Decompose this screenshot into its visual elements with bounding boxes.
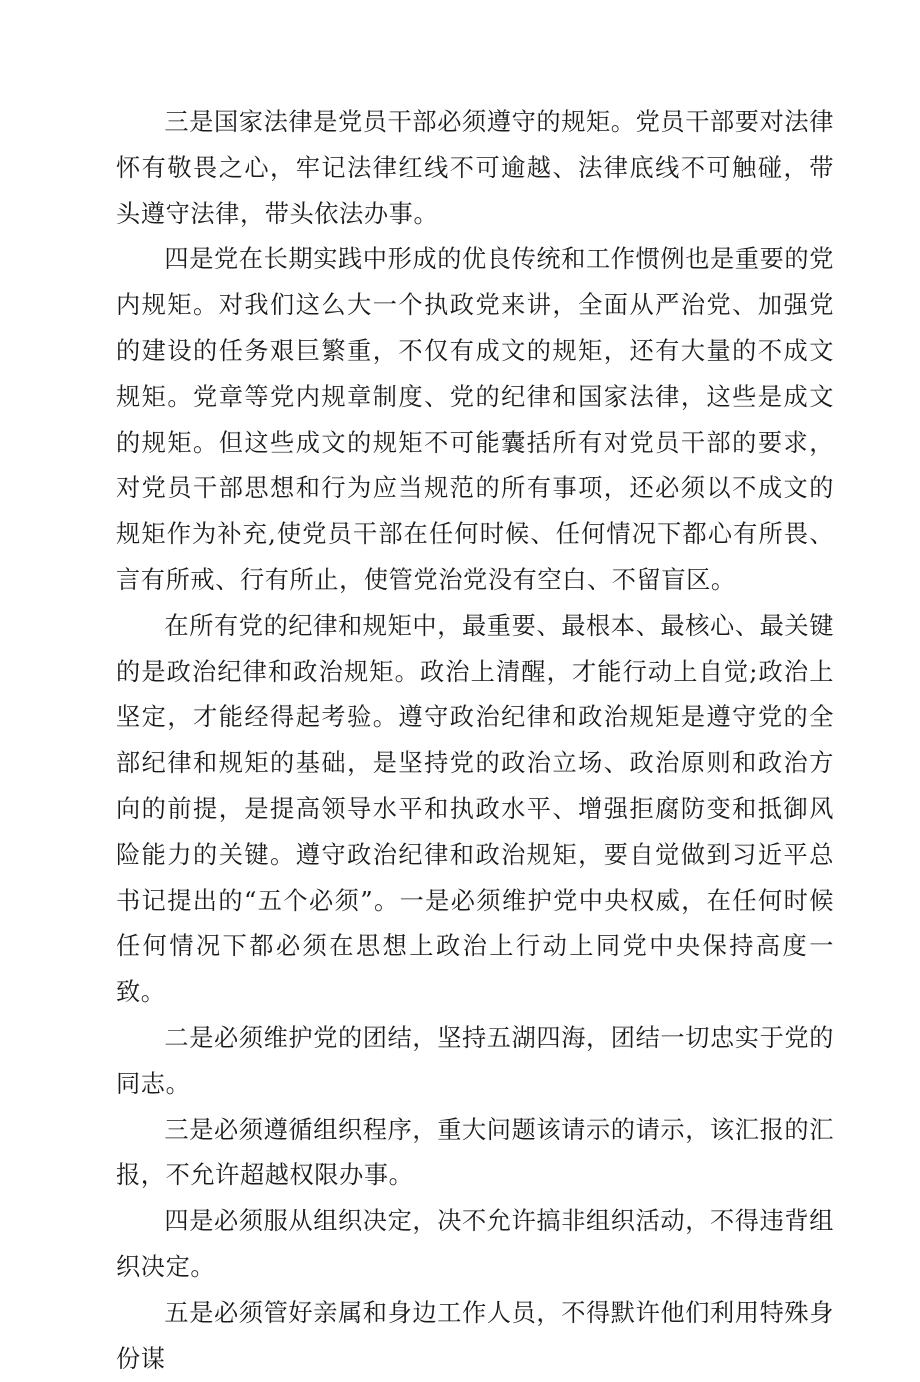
paragraph: 四是必须服从组织决定，决不允许搞非组织活动，不得违背组织决定。 bbox=[116, 1207, 834, 1281]
paragraph: 三是必须遵循组织程序，重大问题该请示的请示，该汇报的汇报，不允许超越权限办事。 bbox=[116, 1115, 834, 1190]
paragraph: 在所有党的纪律和规矩中，最重要、最根本、最核心、最关键的是政治纪律和政治规矩。政治上清醒，才能行动上自觉;政治上坚定，才能经得起考验。遵守政治纪律和政治规矩是遵守党的全部纪律和规矩的基础，是坚持党的政治立场、政治原则和政治方向的前提，是提高领导水平和执政水平、增强拒腐防变和抵御风险能力的关键。遵守政治纪律和政治规矩，要自觉做到习近平总书记提出的“五个必须”。一是必须维护党中央权威，在任何时候任何情况下都必须在思想上政治上行动上同党中央保持高度一致。 bbox=[116, 611, 834, 1007]
paragraph: 四是党在长期实践中形成的优良传统和工作惯例也是重要的党内规矩。对我们这么大一个执政党来讲，全面从严治党、加强党的建设的任务艰巨繁重，不仅有成文的规矩，还有大量的不成文规矩。党章等党内规章制度、党的纪律和国家法律，这些是成文的规矩。但这些成文的规矩不可能囊括所有对党员干部的要求，对党员干部思想和行为应当规范的所有事项，还必须以不成文的规矩作为补充,使党员干部在任何时候、任何情况下都心有所畏、言有所戒、行有所止，使管党治党没有空白、不留盲区。 bbox=[116, 245, 834, 594]
paragraph: 三是国家法律是党员干部必须遵守的规矩。党员干部要对法律怀有敬畏之心，牢记法律红线不可逾越、法律底线不可触碰，带头遵守法律，带头依法办事。 bbox=[116, 108, 834, 228]
paragraph: 五是必须管好亲属和身边工作人员，不得默许他们利用特殊身份谋 bbox=[116, 1298, 834, 1373]
paragraph: 二是必须维护党的团结，坚持五湖四海，团结一切忠实于党的同志。 bbox=[116, 1023, 834, 1098]
document-body bbox=[116, 100, 834, 1382]
